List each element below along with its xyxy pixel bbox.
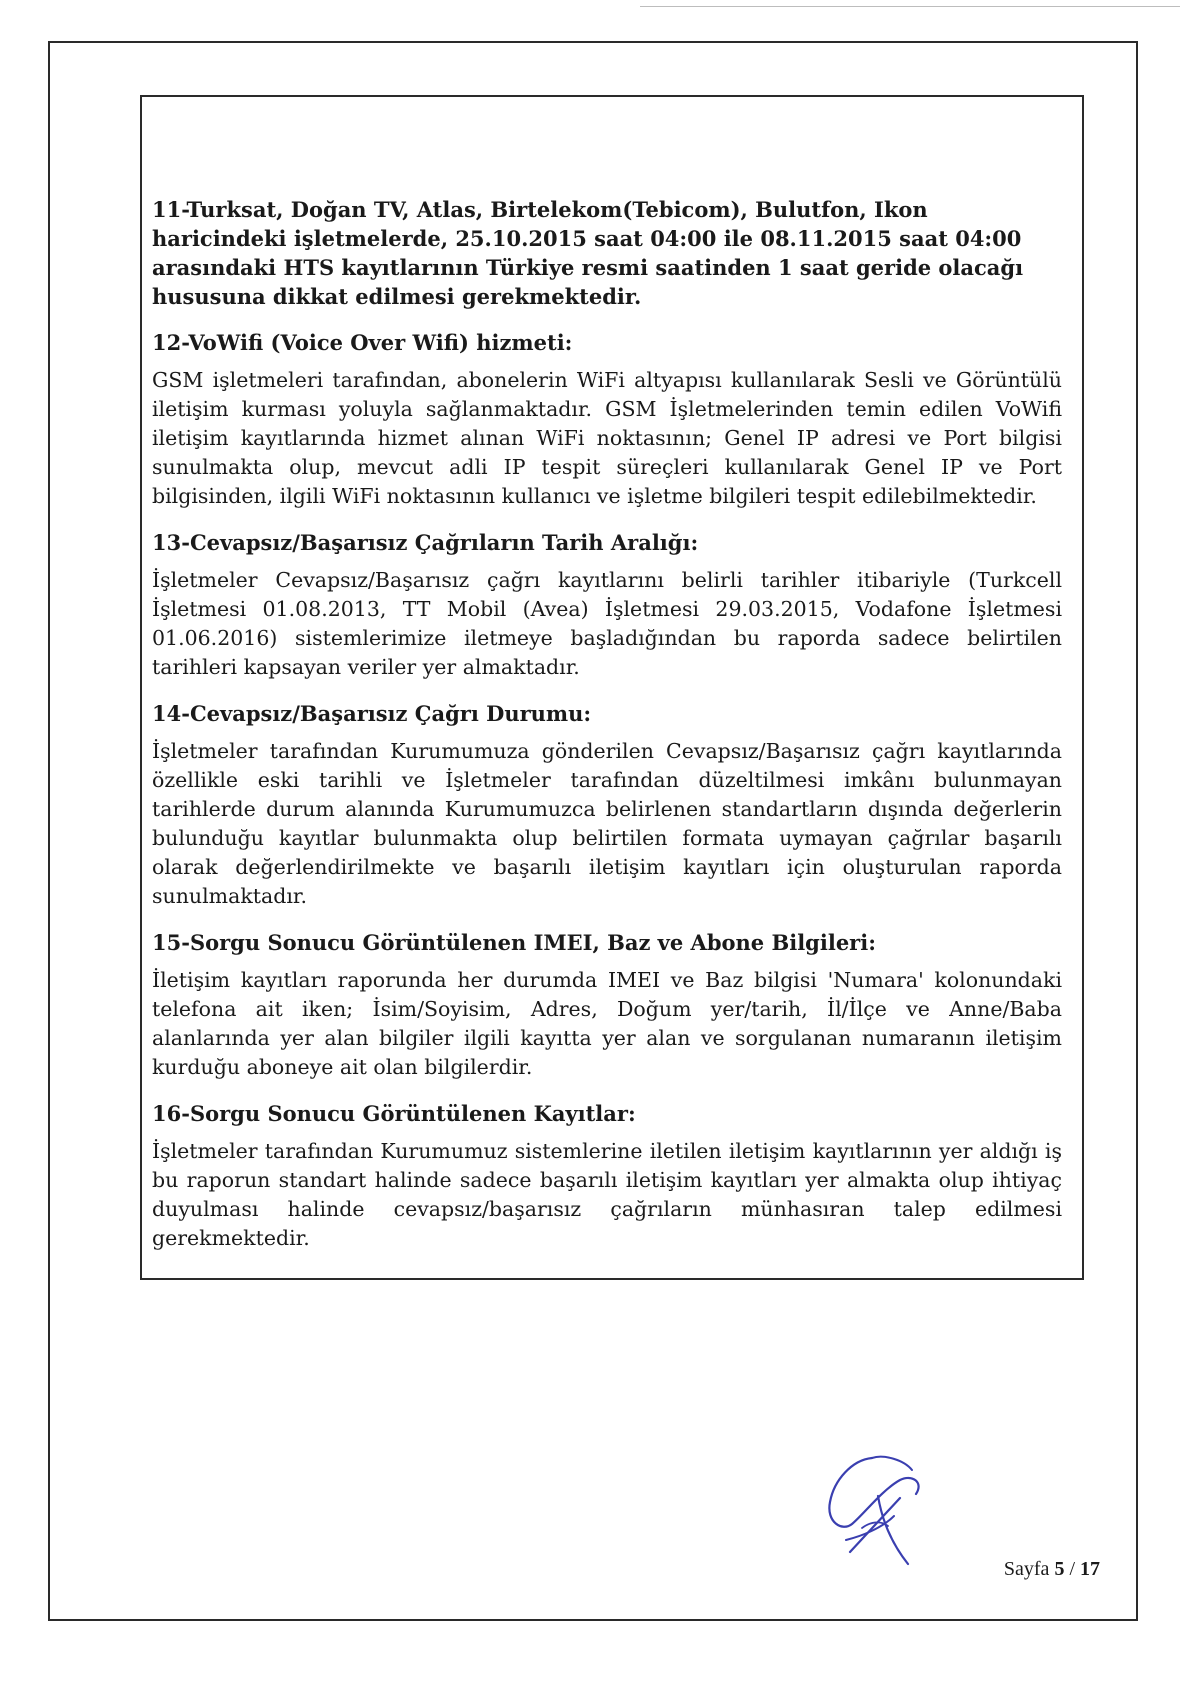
section-13 bbox=[152, 529, 1062, 682]
page-total: 17 bbox=[1080, 1558, 1100, 1580]
section-title: 13-Cevapsız/Başarısız Çağrıların Tarih Aralığı: bbox=[152, 530, 699, 555]
page-separator: / bbox=[1069, 1558, 1075, 1580]
page-number bbox=[1004, 1558, 1100, 1581]
section-12 bbox=[152, 329, 1062, 511]
section-title: 16-Sorgu Sonucu Görüntülenen Kayıtlar: bbox=[152, 1101, 636, 1126]
handwritten-signature-icon bbox=[812, 1440, 942, 1570]
section-title: 14-Cevapsız/Başarısız Çağrı Durumu: bbox=[152, 701, 592, 726]
scan-edge-line bbox=[640, 6, 1180, 7]
section-body: İşletmeler tarafından Kurumumuza gönderilen Cevapsız/Başarısız çağrı kayıtlarında özellikle eski tarihli ve İşletmeler tarafından düzeltilmesi imkânı bulunmayan tarihlerde durum alanında Kurumumuzca belirlenen standartların dışında değerlerin bulunduğu kayıtlar bulunmakta olup belirtilen formata uymayan çağrılar başarılı olarak değerlendirilmekte ve başarılı iletişim kayıtları için oluşturulan raporda sunulmaktadır. bbox=[152, 739, 1062, 908]
page-current: 5 bbox=[1054, 1558, 1065, 1580]
section-body: İletişim kayıtları raporunda her durumda IMEI ve Baz bilgisi 'Numara' kolonundaki telefona ait iken; İsim/Soyisim, Adres, Doğum yer/tarih, İl/İlçe ve Anne/Baba alanlarında yer alan bilgiler ilgili kayıtta yer alan ve sorgulanan numaranın iletişim kurduğu aboneye ait olan bilgilerdir. bbox=[152, 968, 1062, 1079]
section-body: GSM işletmeleri tarafından, abonelerin WiFi altyapısı kullanılarak Sesli ve Görüntülü iletişim kurması yoluyla sağlanmaktadır. GSM İşletmelerinden temin edilen VoWifi iletişim kayıtlarında hizmet alınan WiFi noktasının; Genel IP adresi ve Port bilgisi sunulmakta olup, mevcut adli IP tespit süreçleri kullanılarak Genel IP ve Port bilgisinden, ilgili WiFi noktasının kullanıcı ve işletme bilgileri tespit edilebilmektedir. bbox=[152, 368, 1062, 508]
section-body: İşletmeler Cevapsız/Başarısız çağrı kayıtlarını belirli tarihler itibariyle (Turkcell İşletmesi 01.08.2013, TT Mobil (Avea) İşletmesi 29.03.2015, Vodafone İşletmesi 01.06.2016) sistemlerimize iletmeye başladığından bu raporda sadece belirtilen tarihleri kapsayan veriler yer almaktadır. bbox=[152, 568, 1062, 679]
section-body: İşletmeler tarafından Kurumumuz sistemlerine iletilen iletişim kayıtlarının yer aldığı iş bu raporun standart halinde sadece başarılı iletişim kayıtları yer almakta olup ihtiyaç duyulması halinde cevapsız/başarısız çağrıların münhasıran talep edilmesi gerekmektedir. bbox=[152, 1139, 1062, 1250]
section-16 bbox=[152, 1100, 1062, 1253]
section-15 bbox=[152, 929, 1062, 1082]
section-title: 15-Sorgu Sonucu Görüntülenen IMEI, Baz ve Abone Bilgileri: bbox=[152, 930, 876, 955]
content-box bbox=[140, 95, 1084, 1280]
section-title: 12-VoWifi (Voice Over Wifi) hizmeti: bbox=[152, 330, 573, 355]
section-14 bbox=[152, 700, 1062, 911]
page-prefix: Sayfa bbox=[1003, 1558, 1050, 1580]
intro-heading: 11-Turksat, Doğan TV, Atlas, Birtelekom(Tebicom), Bulutfon, Ikon haricindeki işletmelerde, 25.10.2015 saat 04:00 ile 08.11.2015 saat 04:00 arasındaki HTS kayıtlarının Türkiye resmi saatinden 1 saat geride olacağı hususuna dikkat edilmesi gerekmektedir. bbox=[152, 197, 1024, 309]
